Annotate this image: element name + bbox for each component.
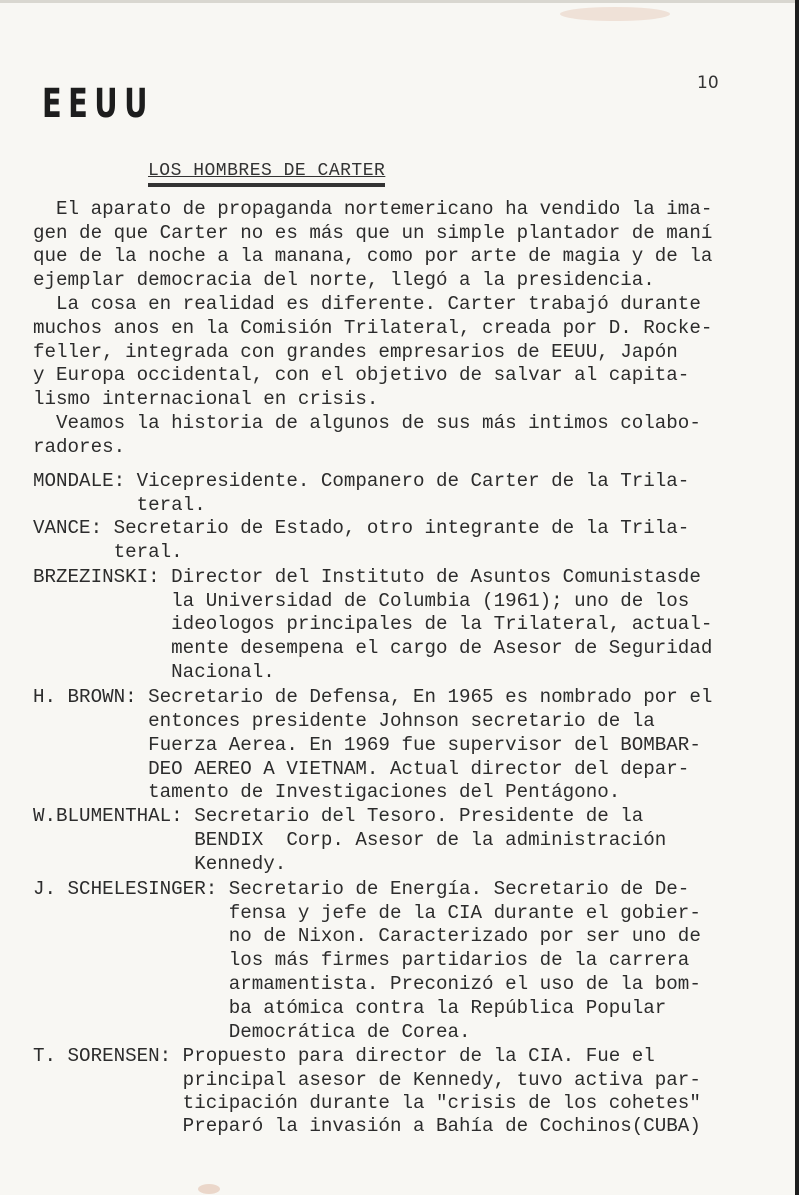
body-line: feller, integrada con grandes empresarios de EEUU, Japón [33,341,678,363]
paper-stain [560,7,670,21]
entry-line: Preparó la invasión a Bahía de Cochinos(CUBA) [33,1115,701,1137]
entry-line: T. SORENSEN: Propuesto para director de la CIA. Fue el [33,1045,655,1067]
entry-line: ideologos principales de la Trilateral, actual- [33,613,713,635]
entry-line: entonces presidente Johnson secretario de la [33,710,655,732]
entry-line: principal asesor de Kennedy, tuvo activa par- [33,1069,701,1091]
body-line: radores. [33,436,126,458]
body-line: El aparato de propaganda nortemericano ha vendido la ima- [33,198,713,220]
body-line: ejemplar democracia del norte, llegó a la presidencia. [33,269,655,291]
body-line: gen de que Carter no es más que un simple plantador de maní [33,222,713,244]
entry-line: Nacional. [33,661,275,683]
body-line: muchos anos en la Comisión Trilateral, creada por D. Rocke- [33,317,713,339]
entry-line: Democrática de Corea. [33,1021,471,1043]
entry-line: J. SCHELESINGER: Secretario de Energía. Secretario de De- [33,878,690,900]
entry-line: tamento de Investigaciones del Pentágono. [33,781,621,803]
entry-line: teral. [33,494,206,516]
entry-line: DEO AEREO A VIETNAM. Actual director del depar- [33,758,690,780]
entry-line: Fuerza Aerea. En 1969 fue supervisor del BOMBAR- [33,734,701,756]
body-line: que de la noche a la manana, como por arte de magia y de la [33,245,713,267]
entry-line: VANCE: Secretario de Estado, otro integrante de la Trila- [33,517,690,539]
entry-line: fensa y jefe de la CIA durante el gobier- [33,902,701,924]
page-number: 10 [697,73,719,93]
section-heading: EEUU [42,81,155,127]
body-line: La cosa en realidad es diferente. Carter trabajó durante [33,293,701,315]
entry-line: los más firmes partidarios de la carrera [33,949,690,971]
entry-line: armamentista. Preconizó el uso de la bom- [33,973,701,995]
entry-line: MONDALE: Vicepresidente. Companero de Carter de la Trila- [33,470,690,492]
body-line: Veamos la historia de algunos de sus más intimos colabo- [33,412,701,434]
entry-line: BENDIX Corp. Asesor de la administración [33,829,667,851]
body-line: lismo internacional en crisis. [33,388,379,410]
entry-line: W.BLUMENTHAL: Secretario del Tesoro. Presidente de la [33,805,644,827]
entry-line: ticipación durante la "crisis de los cohetes" [33,1092,701,1114]
entry-line: la Universidad de Columbia (1961); uno de los [33,590,690,612]
article-title: LOS HOMBRES DE CARTER [148,161,385,187]
entry-line: H. BROWN: Secretario de Defensa, En 1965 es nombrado por el [33,686,713,708]
entry-line: mente desempena el cargo de Asesor de Seguridad [33,637,713,659]
body-line: y Europa occidental, con el objetivo de salvar al capita- [33,364,690,386]
entry-line: teral. [33,541,183,563]
page-edge [795,0,799,1195]
entry-line: BRZEZINSKI: Director del Instituto de Asuntos Comunistasde [33,566,701,588]
entry-line: Kennedy. [33,853,287,875]
paper-mark [198,1184,220,1194]
entry-line: no de Nixon. Caracterizado por ser uno de [33,925,701,947]
entry-line: ba atómica contra la República Popular [33,997,667,1019]
